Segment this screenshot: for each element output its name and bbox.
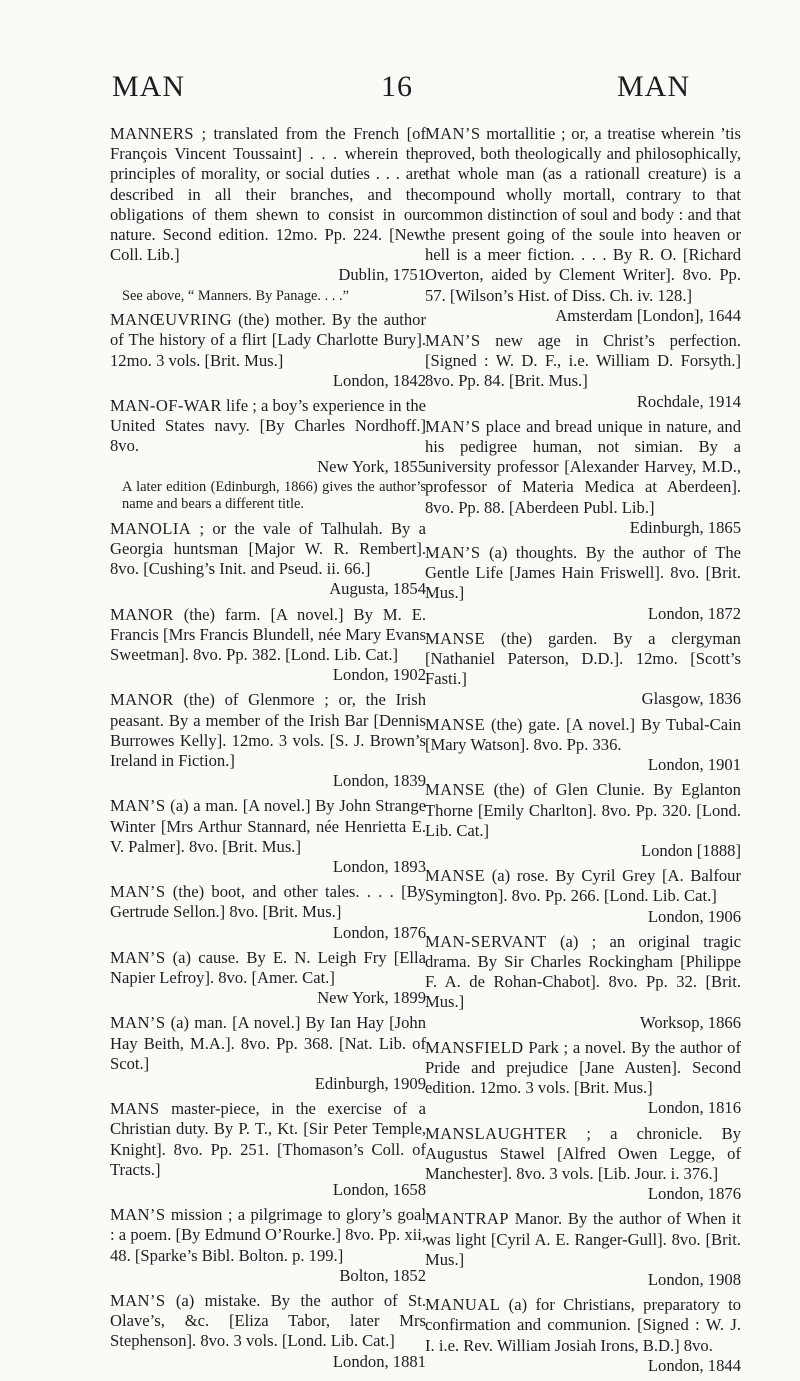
entry-imprint: New York, 1899 [317,988,426,1008]
entry-imprint: Edinburgh, 1909 [314,1074,426,1094]
entry-description: ; or the vale of Talhulah. By a Georgia huntsman [Major W. R. Rembert]. 8vo. [Cushing’s Init. and Pseud. ii. 66.] [110,518,426,579]
bibliography-entry [110,882,426,943]
entry-description: life ; a boy’s experience in the United States navy. [By Charles Nordhoff.] 8vo. [110,395,426,456]
entry-imprint: London, 1876 [332,922,426,942]
running-head-right: MAN [616,70,690,103]
entry-imprint: London, 1906 [647,906,741,926]
bibliography-entry [425,331,741,412]
entry-headword: MANS [110,1099,160,1119]
bibliography-entry [425,932,741,1033]
entry-imprint: London, 1876 [647,1184,741,1204]
bibliography-entry [425,1124,741,1205]
entry-description: (the) mother. By the author of The history of a flirt [Lady Charlotte Bury]. 12mo. 3 vols. [Brit. Mus.] [110,310,426,370]
entry-headword: MANOR [110,690,174,710]
entry-description: (the) of Glen Clunie. By Eglanton Thorne [Emily Charlton]. 8vo. Pp. 320. [Lond. Lib. Cat.] [425,780,741,840]
entry-description: (a) rose. By Cyril Grey [A. Balfour Symington]. 8vo. Pp. 266. [Lond. Lib. Cat.] [425,866,741,906]
bibliography-entry [110,1099,426,1200]
entry-imprint: Glasgow, 1836 [641,689,741,709]
entry-description: ; a chronicle. By Augustus Stawel [Alfred Owen Legge, of Manchester]. 8vo. 3 vols. [Lib. Jour. i. 376.] [425,1123,741,1183]
entry-imprint: Worksop, 1866 [640,1012,741,1032]
entry-imprint: London [1888] [640,840,741,860]
entry-description: (the) farm. [A novel.] By M. E. Francis [Mrs Francis Blundell, née Mary Evans Sweetman]. 8vo. Pp. 382. [Lond. Lib. Cat.] [110,604,426,664]
entry-imprint: Amsterdam [London], 1644 [555,305,741,325]
entry-description: (a) mistake. By the author of St. Olave’s, &c. [Eliza Tabor, later Mrs Stephenson]. 8vo. 3 vols. [Lond. Lib. Cat.] [110,1291,426,1351]
bibliography-entry [425,543,741,624]
entry-description: (a) for Christians, preparatory to confirmation and communion. [Signed : W. J. I. i.e. Rev. William Josiah Irons, B.D.] 8vo. [425,1295,741,1355]
entry-headword: MAN’S [110,947,166,967]
entry-description: new age in Christ’s perfection. [Signed : W. D. F., i.e. William D. Forsyth.] 8vo. Pp. 84. [Brit. Mus.] [425,331,741,391]
entry-headword: MANSE [425,780,486,800]
entry-description: (a) man. [A novel.] By Ian Hay [John Hay Beith, M.A.]. 8vo. Pp. 368. [Nat. Lib. of Scot.] [110,1013,426,1073]
entry-description: (a) ; an original tragic drama. By Sir Charles Rockingham [Philippe F. A. de Rohan-Chabot]. 8vo. Pp. 32. [Brit. Mus.] [425,931,741,1012]
entry-description: (the) of Glenmore ; or, the Irish peasant. By a member of the Irish Bar [Dennis Burrowes Kelly]. 12mo. 3 vols. [S. J. Brown’s Ireland in Fiction.] [110,690,426,770]
entry-headword: MANOLIA [110,518,192,538]
entry-headword: MANSE [425,866,486,886]
entry-description: mission ; a pilgrimage to glory’s goal : a poem. [By Edmund O’Rourke.] 8vo. Pp. xii, 48. [Sparke’s Bibl. Bolton. p. 199.] [110,1205,426,1265]
bibliography-entry [425,629,741,710]
bibliography-entry [425,1209,741,1290]
left-column [110,124,426,1377]
entry-imprint: London, 1908 [647,1269,741,1289]
entry-imprint: London, 1902 [332,665,426,685]
bibliography-entry [110,519,426,600]
entry-headword: MAN’S [110,882,166,902]
entry-imprint: Augusta, 1854 [329,579,426,599]
entry-description: (a) thoughts. By the author of The Gentle Life [James Hain Friswell]. 8vo. [Brit. Mus.] [425,543,742,603]
entry-imprint: London, 1901 [647,755,741,775]
entry-description: Park ; a novel. By the author of Pride and prejudice [Jane Austen]. Second edition. 12mo. 3 vols. [Brit. Mus.] [425,1037,741,1098]
bibliography-entry [110,124,426,305]
entry-imprint: Dublin, 1751 [338,265,426,285]
entry-description: (a) cause. By E. N. Leigh Fry [Ella Napier Lefroy]. 8vo. [Amer. Cat.] [110,947,426,988]
entry-imprint: New York, 1855 [317,456,426,476]
entry-description: Manor. By the author of When it was light [Cyril A. E. Ranger-Gull]. 8vo. [Brit. Mus.] [425,1209,741,1269]
right-column [425,124,741,1381]
page-number: 16 [381,70,413,103]
running-head-left: MAN [112,70,186,103]
entry-imprint: London, 1872 [647,603,741,623]
entry-headword: MAN’S [425,331,481,351]
entry-imprint: London, 1839 [332,771,426,791]
bibliography-entry [110,1291,426,1372]
bibliography-entry [425,417,741,538]
entry-headword: MAN’S [110,1013,166,1033]
bibliography-entry [110,796,426,877]
entry-imprint: London, 1842 [332,370,426,390]
bibliography-entry [110,1205,426,1286]
entry-headword: MANNERS [110,124,194,143]
entry-imprint: Rochdale, 1914 [636,391,741,411]
bibliography-entry [425,1038,741,1119]
bibliography-entry [110,605,426,686]
bibliography-entry [425,124,741,326]
bibliography-entry [425,866,741,927]
entry-imprint: London, 1658 [332,1180,426,1200]
entry-headword: MAN-OF-WAR [110,395,222,415]
entry-imprint: Bolton, 1852 [339,1265,426,1285]
entry-headword: MAN’S [425,416,481,436]
entry-headword: MAN’S [425,124,481,143]
entry-description: master-piece, in the exercise of a Christian duty. By P. T., Kt. [Sir Peter Temple, Knight]. 8vo. Pp. 251. [Thomason’s Coll. of Tracts.] [110,1099,426,1179]
entry-description: (the) gate. [A novel.] By Tubal-Cain [Mary Watson]. 8vo. Pp. 336. [425,714,741,754]
entry-headword: MANOR [110,604,174,624]
entry-imprint: London, 1893 [332,857,426,876]
entry-description: (the) garden. By a clergyman [Nathaniel Paterson, D.D.]. 12mo. [Scott’s Fasti.] [425,628,741,689]
entry-headword: MANTRAP [425,1209,509,1229]
entry-headword: MAN’S [110,1291,166,1311]
bibliography-entry [110,948,426,1009]
entry-description: place and bread unique in nature, and his pedigree human, not simian. By a university professor [Alexander Harvey, M.D., professor of Materia Medica at Aberdeen]. 8vo. Pp. 88. [Aberdeen Publ. Lib.] [425,416,741,517]
entry-description: mortallitie ; or, a treatise wherein ’tis proved, both theologically and philosophically, that whole man (as a rationall creature) is a compound wholly mortall, contrary to that common distinction of soul and body : and that the present going of the soule into heaven or hell is a meer fiction. . . . By R. O. [Richard Overton, aided by Clement Writer]. 8vo. Pp. 57. [Wilson’s Hist. of Diss. Ch. iv. 128.] [425,124,741,305]
entry-description: ; translated from the French [of François Vincent Toussaint] . . . wherein the principles of morality, or social duties . . . are described in all their branches, and the obligations of them shewn to consist in our nature. Second edition. 12mo. Pp. 224. [New Coll. Lib.] [110,124,426,265]
entry-note: See above, “ Manners. By Panage. . . .” [122,287,349,304]
entry-headword: MAN’S [425,543,481,563]
entry-imprint: London, 1881 [332,1351,426,1371]
bibliography-entry [425,715,741,776]
bibliography-entry [425,1295,741,1376]
entry-headword: MAN’S [110,796,166,816]
entry-headword: MAN-SERVANT [425,931,547,951]
entry-description: (a) a man. [A novel.] By John Strange Winter [Mrs Arthur Stannard, née Henrietta E. V. Palmer]. 8vo. [Brit. Mus.] [110,796,426,856]
entry-headword: MANSLAUGHTER [425,1123,568,1143]
entry-description: (the) boot, and other tales. . . . [By Gertrude Sellon.] 8vo. [Brit. Mus.] [110,882,426,922]
bibliography-entry [110,690,426,791]
entry-headword: MANSFIELD [425,1037,524,1057]
entry-note: A later edition (Edinburgh, 1866) gives the author’s name and bears a different title. [122,478,426,513]
entry-imprint: Edinburgh, 1865 [629,517,741,537]
entry-headword: MAN’S [110,1205,166,1225]
entry-imprint: London, 1844 [647,1355,741,1375]
entry-headword: MANSE [425,714,486,734]
entry-headword: MANUAL [425,1295,501,1315]
bibliography-entry [425,780,741,861]
bibliography-entry [110,1013,426,1094]
entry-headword: MANSE [425,628,486,648]
bibliography-entry [110,396,426,514]
entry-imprint: London, 1816 [647,1098,741,1118]
bibliography-entry [110,310,426,391]
entry-headword: MANŒUVRING [110,310,233,330]
